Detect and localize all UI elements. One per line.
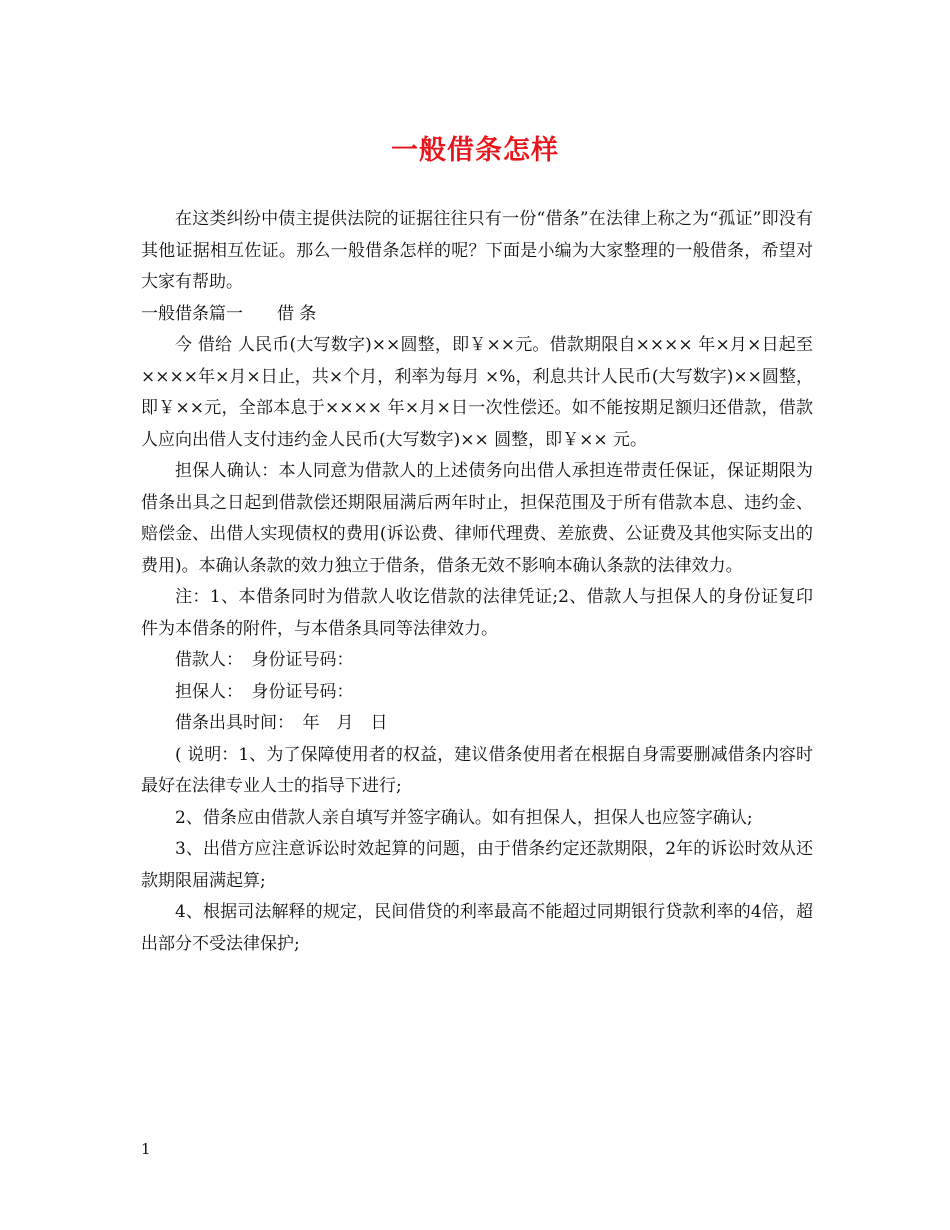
page-number: 1 [141,1140,151,1158]
issue-date-line: 借条出具时间： 年 月 日 [175,713,388,733]
note-paragraph: 注：1、本借条同时为借款人收讫借款的法律凭证;2、借款人与担保人的身份证复印件为本借条的附件，与本借条具同等法律效力。 [141,587,813,639]
guarantor-confirmation-paragraph: 担保人确认：本人同意为借款人的上述债务向出借人承担连带责任保证，保证期限为借条出具之日起到借款偿还期限届满后两年时止，担保范围及于所有借款本息、违约金、赔偿金、出借人实现债权的费用(诉讼费、律师代理费、差旅费、公证费及其他实际支出的费用)。本确认条款的效力独立于借条，借条无效不影响本确认条款的法律效力。 [141,461,813,576]
explanation-paragraph-3: 3、出借方应注意诉讼时效起算的问题，由于借条约定还款期限，2年的诉讼时效从还款期限届满起算; [141,839,813,891]
page-title: 一般借条怎样 [391,135,559,166]
borrower-line: 借款人： 身份证号码： [175,650,354,670]
document-body [141,204,813,960]
section-heading: 一般借条篇一 借 条 [141,303,317,324]
explanation-paragraph-2: 2、借条应由借款人亲自填写并签字确认。如有担保人，担保人也应签字确认; [175,807,753,828]
intro-paragraph: 在这类纠纷中债主提供法院的证据往往只有一份“借条”在法律上称之为“孤证”即没有其他证据相互佐证。那么一般借条怎样的呢？下面是小编为大家整理的一般借条，希望对大家有帮助。 [141,209,813,292]
explanation-paragraph-1: ( 说明：1、为了保障使用者的权益，建议借条使用者在根据自身需要删减借条内容时最好在法律专业人士的指导下进行; [141,744,813,796]
explanation-paragraph-4: 4、根据司法解释的规定，民间借贷的利率最高不能超过同期银行贷款利率的4倍，超出部分不受法律保护; [141,902,813,954]
guarantor-line: 担保人： 身份证号码： [175,681,354,702]
loan-terms-paragraph: 今 借给 人民币(大写数字)××圆整，即￥××元。借款期限自×××× 年×月×日起至××××年×月×日止，共×个月，利率为每月 ×%，利息共计人民币(大写数字)××圆整，即￥××元，全部本息于×××× 年×月×日一次性偿还。如不能按期足额归还借款，借款人应向出借人支付违约金人民币(大写数字)×× 圆整，即￥×× 元。 [141,335,813,450]
